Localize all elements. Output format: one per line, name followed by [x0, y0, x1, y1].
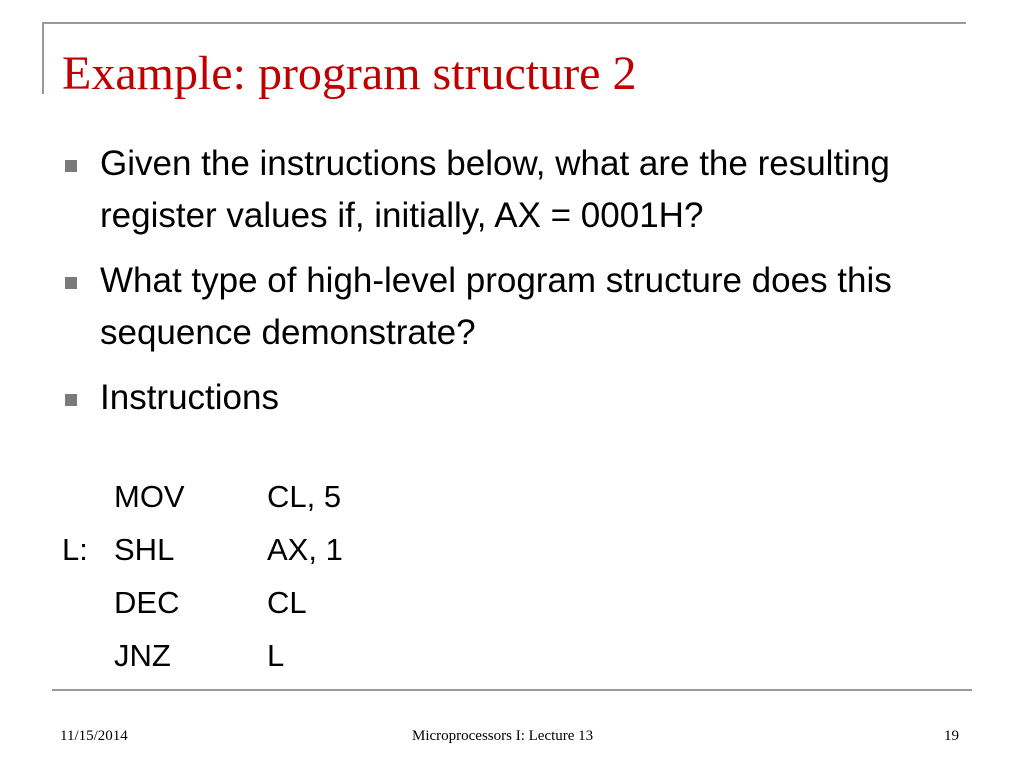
bullet-text: Given the instructions below, what are the resulting register values if, initially, AX = 0001H?	[100, 144, 890, 235]
footer-date: 11/15/2014	[60, 728, 128, 744]
bullet-item-instructions	[62, 372, 922, 424]
bullet-item-question-structure	[62, 255, 922, 359]
instruction-opcode: DEC	[114, 585, 180, 620]
instruction-opcode: MOV	[114, 479, 185, 514]
bullet-list	[62, 138, 922, 437]
instruction-operands: CL	[267, 585, 307, 620]
footer-rule	[52, 689, 972, 691]
bullet-item-question-values	[62, 138, 922, 242]
instruction-operands: CL, 5	[267, 479, 342, 514]
instruction-label: L:	[62, 532, 88, 567]
instruction-opcode: SHL	[114, 532, 175, 567]
footer-course-title: Microprocessors I: Lecture 13	[412, 728, 594, 744]
bullet-text: What type of high-level program structure does this sequence demonstrate?	[100, 261, 892, 352]
square-bullet-icon	[65, 160, 77, 172]
slide-title: Example: program structure 2	[62, 47, 637, 100]
slide-number: 19	[944, 728, 959, 744]
frame-top-rule	[44, 22, 966, 24]
bullet-text: Instructions	[100, 378, 279, 417]
instruction-opcode: JNZ	[114, 638, 171, 673]
instruction-operands: AX, 1	[267, 532, 343, 567]
instruction-operands: L	[267, 638, 285, 673]
frame-left-rule	[42, 22, 44, 94]
square-bullet-icon	[65, 394, 77, 406]
square-bullet-icon	[65, 277, 77, 289]
